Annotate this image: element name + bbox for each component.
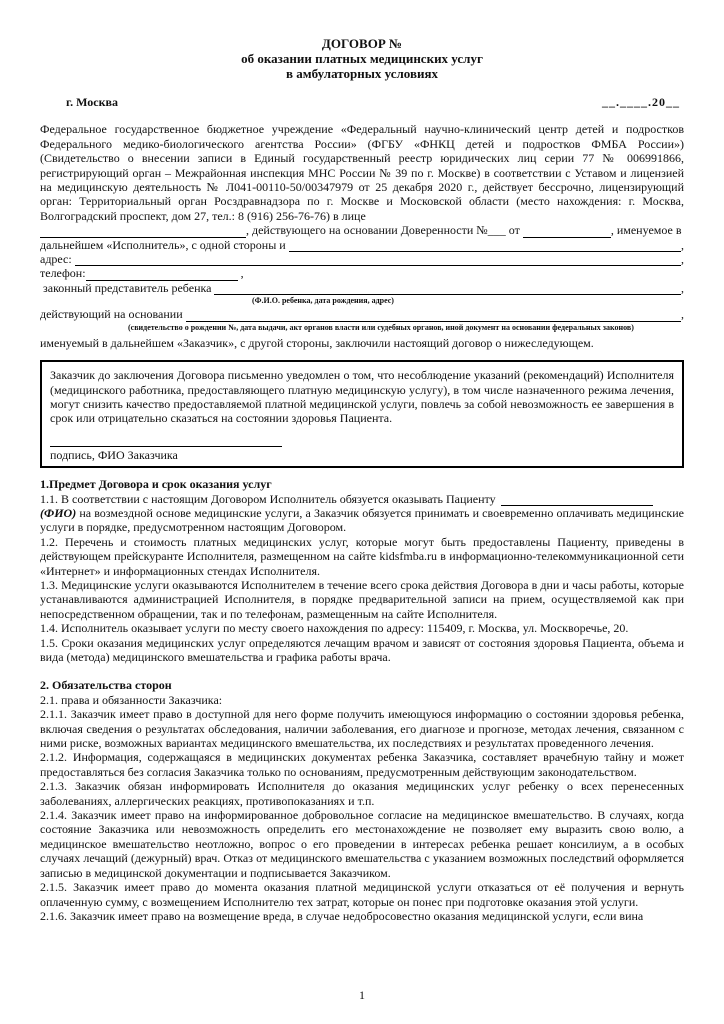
clause-1-4: 1.4. Исполнитель оказывает услуги по месту своего нахождения по адресу: 115409, г. Москва, ул. Москворечье, 20. (40, 621, 629, 636)
line-comma: , (681, 307, 684, 322)
signature-caption: подпись, ФИО Заказчика (50, 447, 178, 462)
address-line (40, 252, 684, 266)
clause-2-1-6: 2.1.6. Заказчик имеет право на возмещение вреда, в случае недобросовестно оказания медицинской услуги, если вина (40, 908, 644, 923)
fio-marker: (ФИО) (40, 505, 77, 520)
city-label: г. Москва (66, 95, 118, 109)
section-1-heading: 1.Предмет Договора и срок оказания услуг (40, 477, 272, 492)
clause-2-1-2: 2.1.2. Информация, содержащаяся в медицинских документах ребенка Заказчика, составляет врачебную тайну и может предоставляться без согласия Заказчика только по основаниям, предусмотренным действующим законодательством. (40, 750, 684, 779)
signature-line (50, 436, 282, 447)
attorney-ot-text: от (505, 223, 523, 238)
basis-label: действующий на основании (40, 307, 186, 322)
basis-document-caption: (свидетельство о рождении №, дата выдачи, акт органов власти или судебных органов, иной документ на основании федеральных законов) (128, 322, 634, 332)
clause-1-1-text: на возмездной основе медицинские услуги, а Заказчик обязуется принимать и своевременно оплачивать медицинские услуги в порядке, предусмотренном настоящим Договором. (40, 505, 684, 535)
clause-2-1-3: 2.1.3. Заказчик обязан информировать Исполнителя до оказания медицинских услуг ребенку о всех перенесенных заболеваниях, аллергических реакциях, противопоказаниях и т.п. (40, 779, 684, 808)
page-number: 1 (359, 987, 365, 1002)
notice-text: Заказчик до заключения Договора письменно уведомлен о том, что несоблюдение указаний (рекомендаций) Исполнителя (медицинского работника, предоставляющего платную медицинскую услугу), в том числе назначенного режима лечения, могут снизить качество предоставляемой платной медицинской услуги, повлечь за собой невозможность ее завершения в срок или отрицательно сказаться на состоянии здоровья Пациента. (50, 368, 674, 426)
child-info-blank (214, 283, 681, 295)
executor-customer-line (40, 238, 684, 252)
city-date-row (40, 95, 684, 109)
clause-2-1-4: 2.1.4. Заказчик имеет право на информированное добровольное согласие на медицинское вмешательство. В случаях, когда состояние Заказчика или невозможность определить его местонахождение не позволяет ему выразить свою волю, а медицинское вмешательство неотложно, вопрос о его проведении в интересах ребенка решает консилиум, а в особых случаях лечащий (дежурный) врач. Отказ от медицинского вмешательства с указанием возможных последствий оформляется записью в медицинской документации и подписывается Заказчиком. (40, 808, 684, 880)
line-comma: , (681, 237, 684, 252)
executor-representative-blank (40, 226, 246, 238)
phone-tail-text: , (237, 266, 244, 281)
phone-line (40, 266, 684, 280)
notice-box (40, 360, 684, 468)
patient-name-blank (501, 494, 653, 506)
provider-paragraph: Федеральное государственное бюджетное учреждение «Федеральный научно-клинический центр детей и подростков Федерального медико-биологического агентства России» (ФГБУ «ФНКЦ детей и подростков ФМБА России») (Свидетельство о внесении записи в Единый государственный реестр юридических лиц серии 77 № 006991866, регистрирующий орган – Межрайонная инспекция МНС России № 39 по г. Москве) в соответствии с Уставом и лицензией на медицинскую деятельность № Л041-00110-50/00347979 от 25 декабря 2020 г., действует бессрочно, лицензирующий орган: Территориальный орган Росздравнадзора по г. Москве и Московской области (место нахождения: г. Москва, Волгоградский проспект, дом 27, тел.: 8 (916) 256-76-76) в лице (40, 122, 684, 223)
basis-line (40, 307, 684, 321)
clause-1-1-rest (40, 506, 684, 535)
clause-1-1-lead: 1.1. В соответствии с настоящим Договором Исполнитель обязуется оказывать Пациенту (40, 491, 496, 506)
phone-blank (86, 269, 238, 281)
clause-2-1-5: 2.1.5. Заказчик имеет право до момента оказания платной медицинской услуги отказаться от её получения и вернуть оплаченную сумму, с возмещением Исполнителю тех затрат, которые он понес при подготовке оказания этой услуги. (40, 880, 684, 909)
representative-line (40, 281, 684, 295)
clause-1-3: 1.3. Медицинские услуги оказываются Исполнителем в течение всего срока действия Договора в дни и часы работы, которые устанавливаются администрацией Исполнителя, в порядке предварительной записи на прием, осуществляемой как при непосредственном обращении, так и по телефонам, размещенным на сайте Исполнителя. (40, 577, 684, 621)
clause-2-1-1: 2.1.1. Заказчик имеет право в доступной для него форме получить имеющуюся информацию о состоянии здоровья ребенка, включая сведения о результатах обследования, наличии заболевания, его диагнозе и прогнозе, методах лечения, связанном с ними риске, возможных вариантах медицинского вмешательства, их последствиях и результатах проведенного лечения. (40, 707, 684, 751)
section-2-heading: 2. Обязательства сторон (40, 678, 172, 693)
address-blank (75, 254, 681, 266)
date-blank: __.____.20__ (602, 95, 680, 109)
document-title (40, 36, 684, 81)
basis-document-blank (186, 310, 681, 322)
line-comma: , (681, 280, 684, 295)
title-line-2: об оказании платных медицинских услуг (241, 51, 483, 66)
clause-1-1-first-line (40, 492, 684, 506)
child-info-caption: (Ф.И.О. ребенка, дата рождения, адрес) (252, 296, 394, 306)
line-comma: , (681, 252, 684, 267)
clause-2-1: 2.1. права и обязанности Заказчика: (40, 692, 223, 707)
address-label: адрес: (40, 252, 75, 267)
attorney-tail-text: , именуемое в (610, 223, 682, 238)
representative-label: законный представитель ребенка (43, 280, 215, 295)
clause-1-2: 1.2. Перечень и стоимость платных медицинских услуг, которые могут быть предоставлены Пациенту, приведены в действующем прейскуранте Исполнителя, размещенном на сайте kidsfmba.ru в информационно-телекоммуникационной сети «Интернет» и информационных стендах Исполнителя. (40, 534, 684, 578)
attorney-text: , действующего на основании Доверенности № (246, 223, 488, 238)
phone-label: телефон: (40, 266, 86, 281)
attorney-number-blank: ___ (487, 223, 506, 238)
customer-paragraph: именуемый в дальнейшем «Заказчик», с другой стороны, заключили настоящий договор о нижеследующем. (40, 335, 594, 350)
clause-1-5: 1.5. Сроки оказания медицинских услуг определяются лечащим врачом и зависят от состояния здоровья Пациента, объема и вида (метода) медицинского вмешательства и графика работы врача. (40, 635, 684, 664)
title-line-3: в амбулаторных условиях (286, 66, 438, 81)
attorney-date-blank (523, 226, 611, 238)
attorney-fill-line (40, 223, 684, 237)
executor-lead-text: дальнейшем «Исполнитель», с одной стороны и (40, 237, 289, 252)
title-line-1: ДОГОВОР № (321, 36, 403, 51)
customer-name-blank (289, 240, 681, 252)
